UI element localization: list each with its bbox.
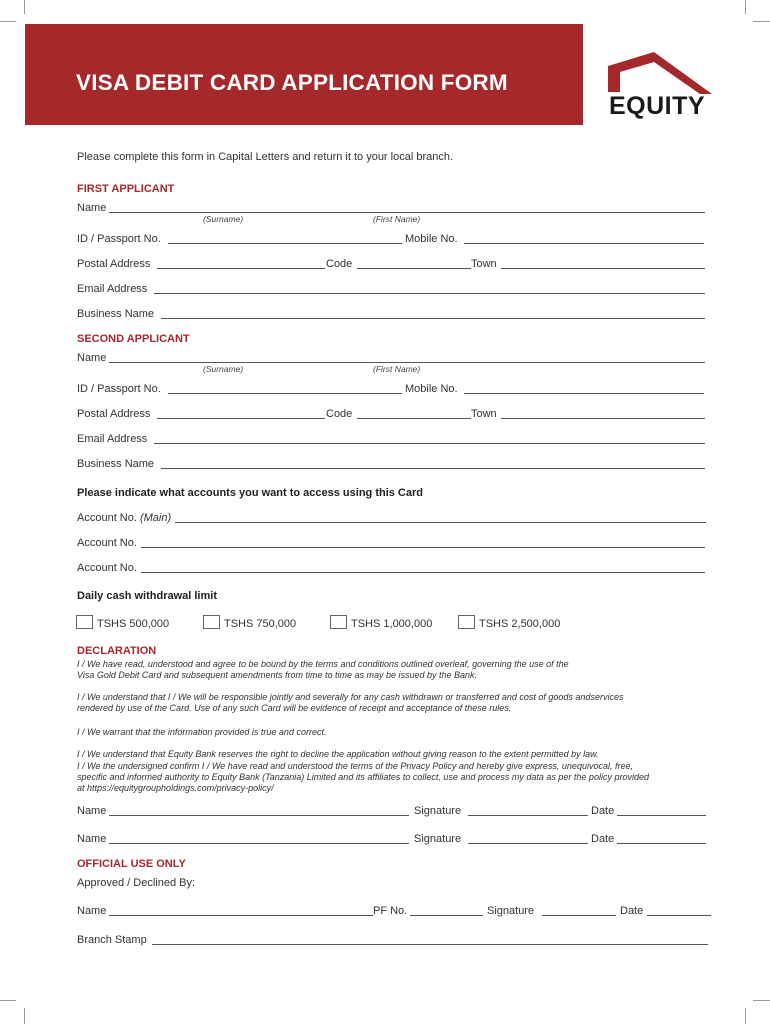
official-date-label: Date bbox=[620, 905, 644, 917]
intro-text: Please complete this form in Capital Letters and return it to your local branch. bbox=[77, 151, 454, 163]
account-label-3: Account No. bbox=[77, 562, 137, 574]
sig1-signature-field[interactable] bbox=[468, 815, 588, 816]
accounts-heading: Please indicate what accounts you want to access using this Card bbox=[77, 487, 423, 499]
pf-no-label: PF No. bbox=[373, 905, 408, 917]
crop-mark bbox=[24, 1008, 25, 1024]
declaration-heading: DECLARATION bbox=[77, 645, 157, 657]
official-name-label: Name bbox=[77, 905, 107, 917]
first-id-label: ID / Passport No. bbox=[77, 233, 161, 245]
crop-mark bbox=[0, 1000, 16, 1001]
equity-logo bbox=[608, 52, 712, 122]
account-field-3[interactable] bbox=[141, 572, 705, 573]
second-surname-hint: (Surname) bbox=[203, 364, 244, 374]
form-page bbox=[25, 22, 745, 1000]
sig2-date-field[interactable] bbox=[617, 843, 706, 844]
sig2-signature-field[interactable] bbox=[468, 843, 588, 844]
logo-text: EQUITY bbox=[609, 92, 706, 120]
first-email-field[interactable] bbox=[154, 293, 705, 294]
branch-stamp-field[interactable] bbox=[152, 944, 708, 945]
first-surname-hint: (Surname) bbox=[203, 214, 244, 224]
sig2-signature-label: Signature bbox=[414, 833, 462, 845]
account-label-2: Account No. bbox=[77, 537, 137, 549]
first-town-label: Town bbox=[471, 258, 497, 270]
limit-750000-checkbox[interactable] bbox=[203, 615, 220, 629]
crop-mark bbox=[745, 0, 746, 14]
sig1-date-label: Date bbox=[591, 805, 615, 817]
second-firstname-hint: (First Name) bbox=[373, 364, 421, 374]
crop-mark bbox=[24, 0, 25, 14]
form-title: VISA DEBIT CARD APPLICATION FORM bbox=[76, 70, 508, 95]
declaration-line: I / We the undersigned confirm I / We have read and understood the terms of the Privacy Policy and hereby give express, unequivocal, free, bbox=[77, 761, 633, 771]
first-code-label: Code bbox=[326, 258, 353, 270]
limit-2500000-label: TSHS 2,500,000 bbox=[479, 618, 561, 630]
second-postal-field[interactable] bbox=[157, 418, 325, 419]
second-code-label: Code bbox=[326, 408, 353, 420]
official-name-field[interactable] bbox=[109, 915, 373, 916]
sig2-name-label: Name bbox=[77, 833, 107, 845]
second-postal-label: Postal Address bbox=[77, 408, 151, 420]
limit-1000000-checkbox[interactable] bbox=[330, 615, 347, 629]
official-date-field[interactable] bbox=[647, 915, 711, 916]
first-mobile-label: Mobile No. bbox=[405, 233, 458, 245]
sig1-date-field[interactable] bbox=[617, 815, 706, 816]
first-postal-label: Postal Address bbox=[77, 258, 151, 270]
declaration-line: Visa Gold Debit Card and subsequent amendments from time to time as may be issued by the Bank. bbox=[77, 670, 478, 680]
header-band bbox=[25, 24, 583, 125]
sig1-signature-label: Signature bbox=[414, 805, 462, 817]
second-mobile-field[interactable] bbox=[464, 393, 704, 394]
first-town-field[interactable] bbox=[501, 268, 705, 269]
second-applicant-heading: SECOND APPLICANT bbox=[77, 333, 190, 345]
second-id-label: ID / Passport No. bbox=[77, 383, 161, 395]
declaration-line: I / We have read, understood and agree to be bound by the terms and conditions outlined overleaf, governing the use of the bbox=[77, 659, 569, 669]
second-id-field[interactable] bbox=[168, 393, 402, 394]
sig1-name-label: Name bbox=[77, 805, 107, 817]
second-mobile-label: Mobile No. bbox=[405, 383, 458, 395]
first-postal-field[interactable] bbox=[157, 268, 325, 269]
official-signature-field[interactable] bbox=[542, 915, 616, 916]
first-email-label: Email Address bbox=[77, 283, 148, 295]
main-account-hint: (Main) bbox=[139, 512, 172, 524]
second-business-label: Business Name bbox=[77, 458, 155, 470]
second-name-label: Name bbox=[77, 352, 107, 364]
declaration-line: specific and informed authority to Equity Bank (Tanzania) Limited and its affiliates to collect, use and process my data as per the policy provided bbox=[77, 772, 649, 782]
limit-1000000-label: TSHS 1,000,000 bbox=[351, 618, 433, 630]
second-code-field[interactable] bbox=[357, 418, 471, 419]
sig2-name-field[interactable] bbox=[109, 843, 409, 844]
first-business-label: Business Name bbox=[77, 308, 155, 320]
crop-mark bbox=[745, 1008, 746, 1024]
first-business-field[interactable] bbox=[161, 318, 705, 319]
pf-no-field[interactable] bbox=[410, 915, 483, 916]
second-town-field[interactable] bbox=[501, 418, 705, 419]
crop-mark bbox=[753, 21, 770, 22]
limit-500000-label: TSHS 500,000 bbox=[97, 618, 170, 630]
main-account-label bbox=[77, 512, 171, 524]
account-field-2[interactable] bbox=[141, 547, 705, 548]
second-business-field[interactable] bbox=[161, 468, 705, 469]
first-mobile-field[interactable] bbox=[464, 243, 704, 244]
first-name-field[interactable] bbox=[109, 212, 705, 213]
limit-500000-checkbox[interactable] bbox=[76, 615, 93, 629]
main-account-field[interactable] bbox=[175, 522, 706, 523]
roof-icon bbox=[608, 52, 712, 94]
branch-stamp-label: Branch Stamp bbox=[77, 934, 147, 946]
first-applicant-heading: FIRST APPLICANT bbox=[77, 183, 175, 195]
limit-2500000-checkbox[interactable] bbox=[458, 615, 475, 629]
second-name-field[interactable] bbox=[109, 362, 705, 363]
first-code-field[interactable] bbox=[357, 268, 471, 269]
crop-mark bbox=[0, 21, 16, 22]
declaration-line: I / We understand that I / We will be responsible jointly and severally for any cash withdrawn or transferred and cost of goods andservices bbox=[77, 692, 624, 702]
sig1-name-field[interactable] bbox=[109, 815, 409, 816]
crop-mark bbox=[753, 1000, 770, 1001]
approved-declined-label: Approved / Declined By: bbox=[77, 877, 196, 889]
declaration-line: rendered by use of the Card. Use of any such Card will be evidence of receipt and acceptance of these rules. bbox=[77, 703, 512, 713]
declaration-line: I / We warrant that the information provided is true and correct. bbox=[77, 727, 327, 737]
second-email-field[interactable] bbox=[154, 443, 705, 444]
first-id-field[interactable] bbox=[168, 243, 402, 244]
sig2-date-label: Date bbox=[591, 833, 615, 845]
first-name-label: Name bbox=[77, 202, 107, 214]
first-firstname-hint: (First Name) bbox=[373, 214, 421, 224]
limit-750000-label: TSHS 750,000 bbox=[224, 618, 297, 630]
second-email-label: Email Address bbox=[77, 433, 148, 445]
second-town-label: Town bbox=[471, 408, 497, 420]
main-account-label-text: Account No. bbox=[77, 512, 137, 524]
withdrawal-heading: Daily cash withdrawal limit bbox=[77, 590, 217, 602]
official-use-heading: OFFICIAL USE ONLY bbox=[77, 858, 186, 870]
official-signature-label: Signature bbox=[487, 905, 535, 917]
declaration-line: I / We understand that Equity Bank reserves the right to decline the application without giving reason to the extent permitted by law. bbox=[77, 749, 599, 759]
privacy-policy-link[interactable]: at https://equitygroupholdings.com/privacy-policy/ bbox=[77, 783, 274, 793]
